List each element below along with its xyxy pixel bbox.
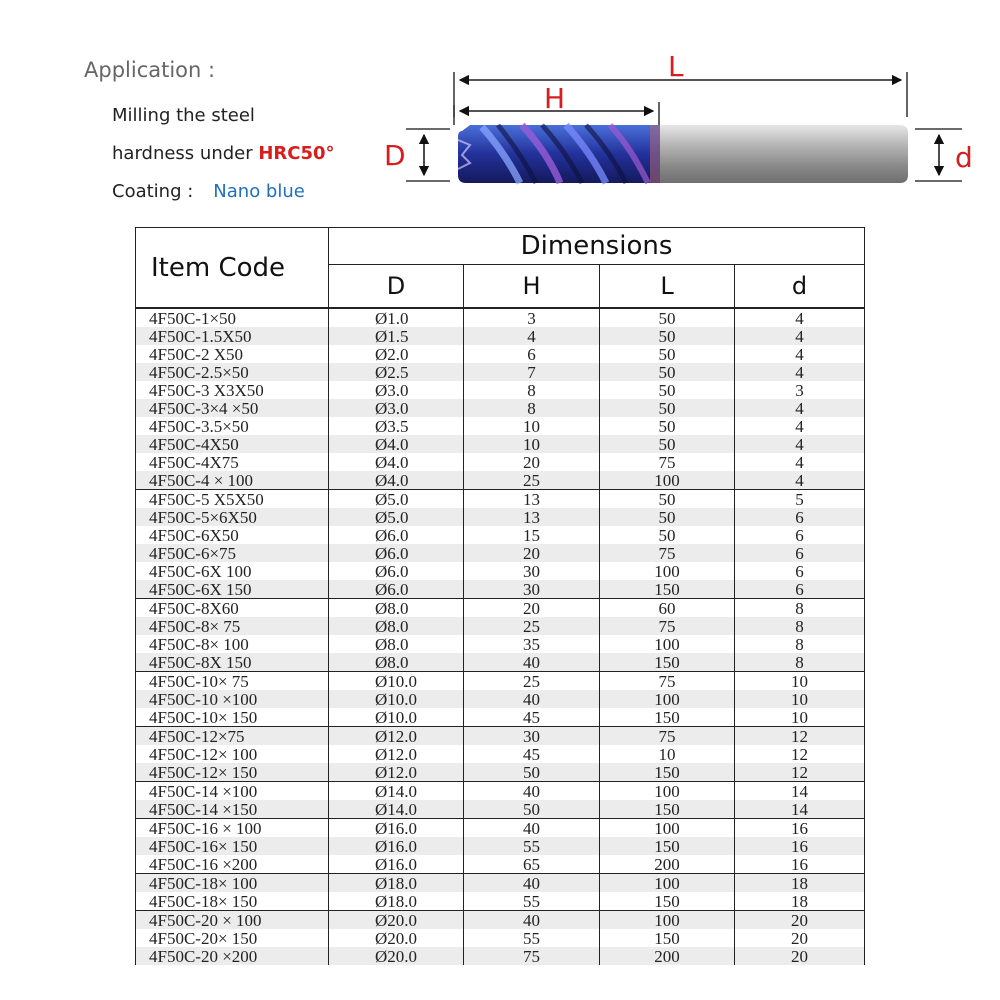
item-code-cell: 4F50C-12× 100 [136, 745, 329, 763]
item-code-header: Item Code [136, 228, 329, 309]
table-row [136, 800, 865, 819]
diameter-cell: Ø16.0 [329, 819, 464, 838]
item-code-cell: 4F50C-10× 150 [136, 708, 329, 727]
overall-length-cell: 75 [600, 727, 735, 746]
flute-length-cell: 30 [464, 580, 600, 599]
flute-length-cell: 6 [464, 345, 600, 363]
overall-length-cell: 50 [600, 399, 735, 417]
diameter-cell: Ø6.0 [329, 526, 464, 544]
diameter-cell: Ø1.5 [329, 327, 464, 345]
shank-diameter-cell: 8 [735, 653, 865, 672]
shank-diameter-cell: 10 [735, 690, 865, 708]
flute-length-cell: 8 [464, 399, 600, 417]
overall-length-cell: 150 [600, 653, 735, 672]
shank-diameter-cell: 10 [735, 672, 865, 691]
item-code-cell: 4F50C-4X50 [136, 435, 329, 453]
table-row [136, 727, 865, 746]
diameter-cell: Ø2.0 [329, 345, 464, 363]
diameter-cell: Ø4.0 [329, 471, 464, 490]
shank-diameter-cell: 14 [735, 800, 865, 819]
item-code-cell: 4F50C-12× 150 [136, 763, 329, 782]
item-code-cell: 4F50C-1×50 [136, 308, 329, 327]
item-code-cell: 4F50C-3 X3X50 [136, 381, 329, 399]
diameter-cell: Ø20.0 [329, 947, 464, 965]
diameter-cell: Ø6.0 [329, 562, 464, 580]
diameter-cell: Ø10.0 [329, 690, 464, 708]
table-row [136, 399, 865, 417]
table-row [136, 580, 865, 599]
item-code-cell: 4F50C-3.5×50 [136, 417, 329, 435]
table-row [136, 526, 865, 544]
item-code-cell: 4F50C-18× 100 [136, 874, 329, 893]
diameter-cell: Ø4.0 [329, 435, 464, 453]
item-code-cell: 4F50C-6×75 [136, 544, 329, 562]
diameter-cell: Ø1.0 [329, 308, 464, 327]
label-d: d [955, 141, 973, 174]
shank-diameter-cell: 18 [735, 892, 865, 911]
coating-value: Nano blue [213, 181, 305, 202]
overall-length-cell: 150 [600, 763, 735, 782]
table-row [136, 435, 865, 453]
item-code-cell: 4F50C-2 X50 [136, 345, 329, 363]
diameter-cell: Ø16.0 [329, 837, 464, 855]
diameter-cell: Ø14.0 [329, 800, 464, 819]
item-code-cell: 4F50C-5×6X50 [136, 508, 329, 526]
shank-diameter-cell: 6 [735, 508, 865, 526]
overall-length-cell: 100 [600, 782, 735, 801]
shank-diameter-cell: 6 [735, 580, 865, 599]
diameter-cell: Ø18.0 [329, 892, 464, 911]
hrc-value: HRC50° [258, 143, 335, 164]
overall-length-cell: 50 [600, 526, 735, 544]
diameter-cell: Ø8.0 [329, 617, 464, 635]
diameter-cell: Ø16.0 [329, 855, 464, 874]
item-code-cell: 4F50C-8X 150 [136, 653, 329, 672]
shank-diameter-cell: 3 [735, 381, 865, 399]
flute-length-cell: 40 [464, 690, 600, 708]
overall-length-cell: 150 [600, 929, 735, 947]
flute-length-cell: 8 [464, 381, 600, 399]
table-row [136, 892, 865, 911]
shank-diameter-cell: 4 [735, 453, 865, 471]
flute-length-cell: 15 [464, 526, 600, 544]
shank-diameter-cell: 20 [735, 911, 865, 930]
flute-length-cell: 65 [464, 855, 600, 874]
overall-length-cell: 50 [600, 345, 735, 363]
shank-diameter-cell: 4 [735, 363, 865, 381]
table-row [136, 929, 865, 947]
diameter-cell: Ø10.0 [329, 672, 464, 691]
header-H: H [464, 265, 600, 309]
flute-length-cell: 30 [464, 727, 600, 746]
shank-diameter-cell: 4 [735, 435, 865, 453]
item-code-cell: 4F50C-8X60 [136, 599, 329, 618]
overall-length-cell: 75 [600, 672, 735, 691]
overall-length-cell: 100 [600, 471, 735, 490]
item-code-cell: 4F50C-3×4 ×50 [136, 399, 329, 417]
item-code-cell: 4F50C-2.5×50 [136, 363, 329, 381]
table-row [136, 635, 865, 653]
overall-length-cell: 75 [600, 453, 735, 471]
overall-length-cell: 50 [600, 435, 735, 453]
shank-diameter-cell: 4 [735, 471, 865, 490]
hardness-text: hardness under [112, 143, 259, 164]
label-L: L [668, 50, 684, 83]
table-row [136, 617, 865, 635]
diameter-cell: Ø2.5 [329, 363, 464, 381]
overall-length-cell: 100 [600, 911, 735, 930]
item-code-cell: 4F50C-20 × 100 [136, 911, 329, 930]
overall-length-cell: 75 [600, 544, 735, 562]
overall-length-cell: 50 [600, 363, 735, 381]
shank-diameter-cell: 4 [735, 399, 865, 417]
coating-label: Coating : [112, 181, 194, 202]
diameter-cell: Ø5.0 [329, 490, 464, 509]
header-L: L [600, 265, 735, 309]
diameter-cell: Ø10.0 [329, 708, 464, 727]
flute-length-cell: 40 [464, 911, 600, 930]
diameter-cell: Ø8.0 [329, 599, 464, 618]
diameter-cell: Ø3.0 [329, 381, 464, 399]
header-D: D [329, 265, 464, 309]
flute-length-cell: 13 [464, 490, 600, 509]
diameter-cell: Ø14.0 [329, 782, 464, 801]
flute-length-cell: 50 [464, 763, 600, 782]
diameter-cell: Ø8.0 [329, 653, 464, 672]
table-row [136, 381, 865, 399]
item-code-cell: 4F50C-1.5X50 [136, 327, 329, 345]
shank-diameter-cell: 12 [735, 727, 865, 746]
flute-length-cell: 40 [464, 782, 600, 801]
shank-diameter-cell: 10 [735, 708, 865, 727]
table-row [136, 490, 865, 509]
item-code-cell: 4F50C-5 X5X50 [136, 490, 329, 509]
shank-diameter-cell: 20 [735, 947, 865, 965]
overall-length-cell: 50 [600, 327, 735, 345]
diameter-cell: Ø12.0 [329, 727, 464, 746]
label-D: D [384, 139, 406, 172]
item-code-cell: 4F50C-10× 75 [136, 672, 329, 691]
shank-diameter-cell: 16 [735, 855, 865, 874]
overall-length-cell: 60 [600, 599, 735, 618]
flute-length-cell: 55 [464, 837, 600, 855]
overall-length-cell: 50 [600, 417, 735, 435]
shank-diameter-cell: 16 [735, 819, 865, 838]
shank-diameter-cell: 4 [735, 417, 865, 435]
overall-length-cell: 150 [600, 580, 735, 599]
flute-length-cell: 25 [464, 672, 600, 691]
table-row [136, 947, 865, 965]
header-d: d [735, 265, 865, 309]
table-row [136, 837, 865, 855]
diameter-cell: Ø8.0 [329, 635, 464, 653]
shank-diameter-cell: 4 [735, 308, 865, 327]
overall-length-cell: 100 [600, 635, 735, 653]
application-line-milling: Milling the steel [112, 105, 255, 126]
item-code-cell: 4F50C-8× 100 [136, 635, 329, 653]
flute-length-cell: 40 [464, 819, 600, 838]
flute-length-cell: 25 [464, 617, 600, 635]
overall-length-cell: 50 [600, 308, 735, 327]
item-code-cell: 4F50C-6X 150 [136, 580, 329, 599]
diameter-cell: Ø4.0 [329, 453, 464, 471]
flute-length-cell: 35 [464, 635, 600, 653]
flute-length-cell: 55 [464, 892, 600, 911]
shank-diameter-cell: 12 [735, 745, 865, 763]
application-line-hardness [112, 143, 335, 164]
item-code-cell: 4F50C-6X 100 [136, 562, 329, 580]
shank-diameter-cell: 6 [735, 544, 865, 562]
flute-length-cell: 20 [464, 544, 600, 562]
shank-diameter-cell: 6 [735, 526, 865, 544]
overall-length-cell: 150 [600, 708, 735, 727]
table-row [136, 327, 865, 345]
flute-length-cell: 7 [464, 363, 600, 381]
shank-diameter-cell: 8 [735, 635, 865, 653]
item-code-cell: 4F50C-4X75 [136, 453, 329, 471]
shank-diameter-cell: 14 [735, 782, 865, 801]
label-H: H [544, 82, 566, 115]
overall-length-cell: 50 [600, 508, 735, 526]
flute-length-cell: 10 [464, 417, 600, 435]
diameter-cell: Ø12.0 [329, 763, 464, 782]
item-code-cell: 4F50C-6X50 [136, 526, 329, 544]
diameter-cell: Ø6.0 [329, 580, 464, 599]
table-row [136, 653, 865, 672]
shank-diameter-cell: 18 [735, 874, 865, 893]
shank-diameter-cell: 12 [735, 763, 865, 782]
table-row [136, 453, 865, 471]
flute-length-cell: 45 [464, 745, 600, 763]
overall-length-cell: 10 [600, 745, 735, 763]
table-row [136, 417, 865, 435]
diameter-cell: Ø5.0 [329, 508, 464, 526]
item-code-cell: 4F50C-10 ×100 [136, 690, 329, 708]
shank-diameter-cell: 4 [735, 345, 865, 363]
diameter-cell: Ø18.0 [329, 874, 464, 893]
table-row [136, 745, 865, 763]
overall-length-cell: 50 [600, 381, 735, 399]
shank-diameter-cell: 4 [735, 327, 865, 345]
table-row [136, 763, 865, 782]
table-row [136, 874, 865, 893]
table-row [136, 308, 865, 327]
overall-length-cell: 200 [600, 947, 735, 965]
overall-length-cell: 50 [600, 490, 735, 509]
diameter-cell: Ø6.0 [329, 544, 464, 562]
table-row [136, 782, 865, 801]
item-code-cell: 4F50C-14 ×100 [136, 782, 329, 801]
table-row [136, 599, 865, 618]
overall-length-cell: 150 [600, 892, 735, 911]
diameter-cell: Ø12.0 [329, 745, 464, 763]
application-title: Application : [84, 58, 216, 82]
diameter-cell: Ø20.0 [329, 929, 464, 947]
table-row [136, 345, 865, 363]
table-row [136, 544, 865, 562]
flute-length-cell: 55 [464, 929, 600, 947]
flute-length-cell: 3 [464, 308, 600, 327]
overall-length-cell: 100 [600, 690, 735, 708]
item-code-cell: 4F50C-16× 150 [136, 837, 329, 855]
overall-length-cell: 200 [600, 855, 735, 874]
flute-length-cell: 45 [464, 708, 600, 727]
end-mill-diagram [370, 45, 990, 205]
table-row [136, 672, 865, 691]
flute-length-cell: 30 [464, 562, 600, 580]
spec-table [135, 227, 865, 965]
overall-length-cell: 100 [600, 819, 735, 838]
overall-length-cell: 75 [600, 617, 735, 635]
shank-diameter-cell: 8 [735, 617, 865, 635]
flute-length-cell: 75 [464, 947, 600, 965]
flute-length-cell: 40 [464, 653, 600, 672]
flute-length-cell: 40 [464, 874, 600, 893]
table-row [136, 562, 865, 580]
flute-length-cell: 13 [464, 508, 600, 526]
item-code-cell: 4F50C-20 ×200 [136, 947, 329, 965]
diameter-cell: Ø20.0 [329, 911, 464, 930]
item-code-cell: 4F50C-16 ×200 [136, 855, 329, 874]
overall-length-cell: 100 [600, 874, 735, 893]
dimensions-header: Dimensions [329, 228, 865, 265]
diameter-cell: Ø3.0 [329, 399, 464, 417]
flute-length-cell: 25 [464, 471, 600, 490]
shank-diameter-cell: 5 [735, 490, 865, 509]
table-row [136, 471, 865, 490]
table-row [136, 819, 865, 838]
item-code-cell: 4F50C-12×75 [136, 727, 329, 746]
item-code-cell: 4F50C-8× 75 [136, 617, 329, 635]
table-row [136, 911, 865, 930]
shank-diameter-cell: 16 [735, 837, 865, 855]
shank-diameter-cell: 8 [735, 599, 865, 618]
item-code-cell: 4F50C-16 × 100 [136, 819, 329, 838]
table-row [136, 363, 865, 381]
flute-length-cell: 20 [464, 453, 600, 471]
shank-diameter-cell: 6 [735, 562, 865, 580]
overall-length-cell: 100 [600, 562, 735, 580]
table-row [136, 508, 865, 526]
flute-length-cell: 20 [464, 599, 600, 618]
spec-table-body [136, 308, 865, 965]
overall-length-cell: 150 [600, 837, 735, 855]
table-row [136, 690, 865, 708]
item-code-cell: 4F50C-20× 150 [136, 929, 329, 947]
flute-length-cell: 10 [464, 435, 600, 453]
shank-diameter-cell: 20 [735, 929, 865, 947]
flute-length-cell: 4 [464, 327, 600, 345]
diameter-cell: Ø3.5 [329, 417, 464, 435]
table-row [136, 855, 865, 874]
overall-length-cell: 150 [600, 800, 735, 819]
item-code-cell: 4F50C-14 ×150 [136, 800, 329, 819]
table-row [136, 708, 865, 727]
flute-length-cell: 50 [464, 800, 600, 819]
item-code-cell: 4F50C-18× 150 [136, 892, 329, 911]
application-line-coating [112, 181, 305, 202]
item-code-cell: 4F50C-4 × 100 [136, 471, 329, 490]
